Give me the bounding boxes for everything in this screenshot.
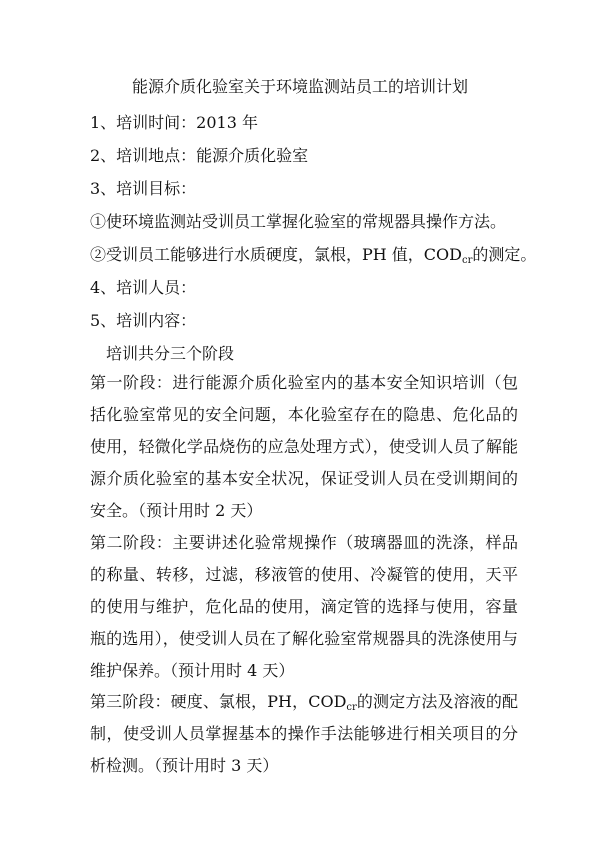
stages-intro: 培训共分三个阶段 xyxy=(106,344,235,363)
goal-point-2-subscript: cr xyxy=(462,255,473,266)
goal-point-1: ①使环境监测站受训员工掌握化验室的常规器具操作方法。 xyxy=(90,212,507,231)
stage-3-subscript: cr xyxy=(346,702,357,713)
page-title: 能源介质化验室关于环境监测站员工的培训计划 xyxy=(131,77,468,96)
item-training-place: 2、培训地点：能源介质化验室 xyxy=(90,146,309,165)
stage-3-text: 第三阶段：硬度、氯根，PH，COD xyxy=(90,692,347,711)
stage-3-paragraph xyxy=(90,686,518,782)
goal-point-2-suffix: 的测定。 xyxy=(472,245,537,264)
item-training-people: 4、培训人员： xyxy=(90,278,197,297)
goal-point-2-text: ②受训员工能够进行水质硬度，氯根，PH 值，COD xyxy=(90,245,462,264)
stage-3-suffix: 的测定方法及溶液的配制，使受训人员掌握基本的操作手法能够进行相关项目的分析检测。（预计用时 3 天） xyxy=(90,692,518,775)
stage-1-paragraph: 第一阶段：进行能源介质化验室内的基本安全知识培训（包括化验室常见的安全问题，本化验室存在的隐患、危化品的使用，轻微化学品烧伤的应急处理方式），使受训人员了解能源介质化验室的基本安全状况，保证受训人员在受训期间的安全。（预计用时 2 天） xyxy=(90,373,518,520)
stage-2-paragraph: 第二阶段：主要讲述化验常规操作（玻璃器皿的洗涤，样品的称量、转移，过滤，移液管的使用、冷凝管的使用，天平的使用与维护，危化品的使用，滴定管的选择与使用，容量瓶的选用），使受训人员在了解化验室常规器具的洗涤使用与维护保养。（预计用时 4 天） xyxy=(90,533,518,680)
goal-point-2 xyxy=(90,244,537,266)
item-training-time: 1、培训时间：2013 年 xyxy=(90,113,258,132)
item-training-content: 5、培训内容： xyxy=(90,311,197,330)
item-training-goal: 3、培训目标： xyxy=(90,179,197,198)
